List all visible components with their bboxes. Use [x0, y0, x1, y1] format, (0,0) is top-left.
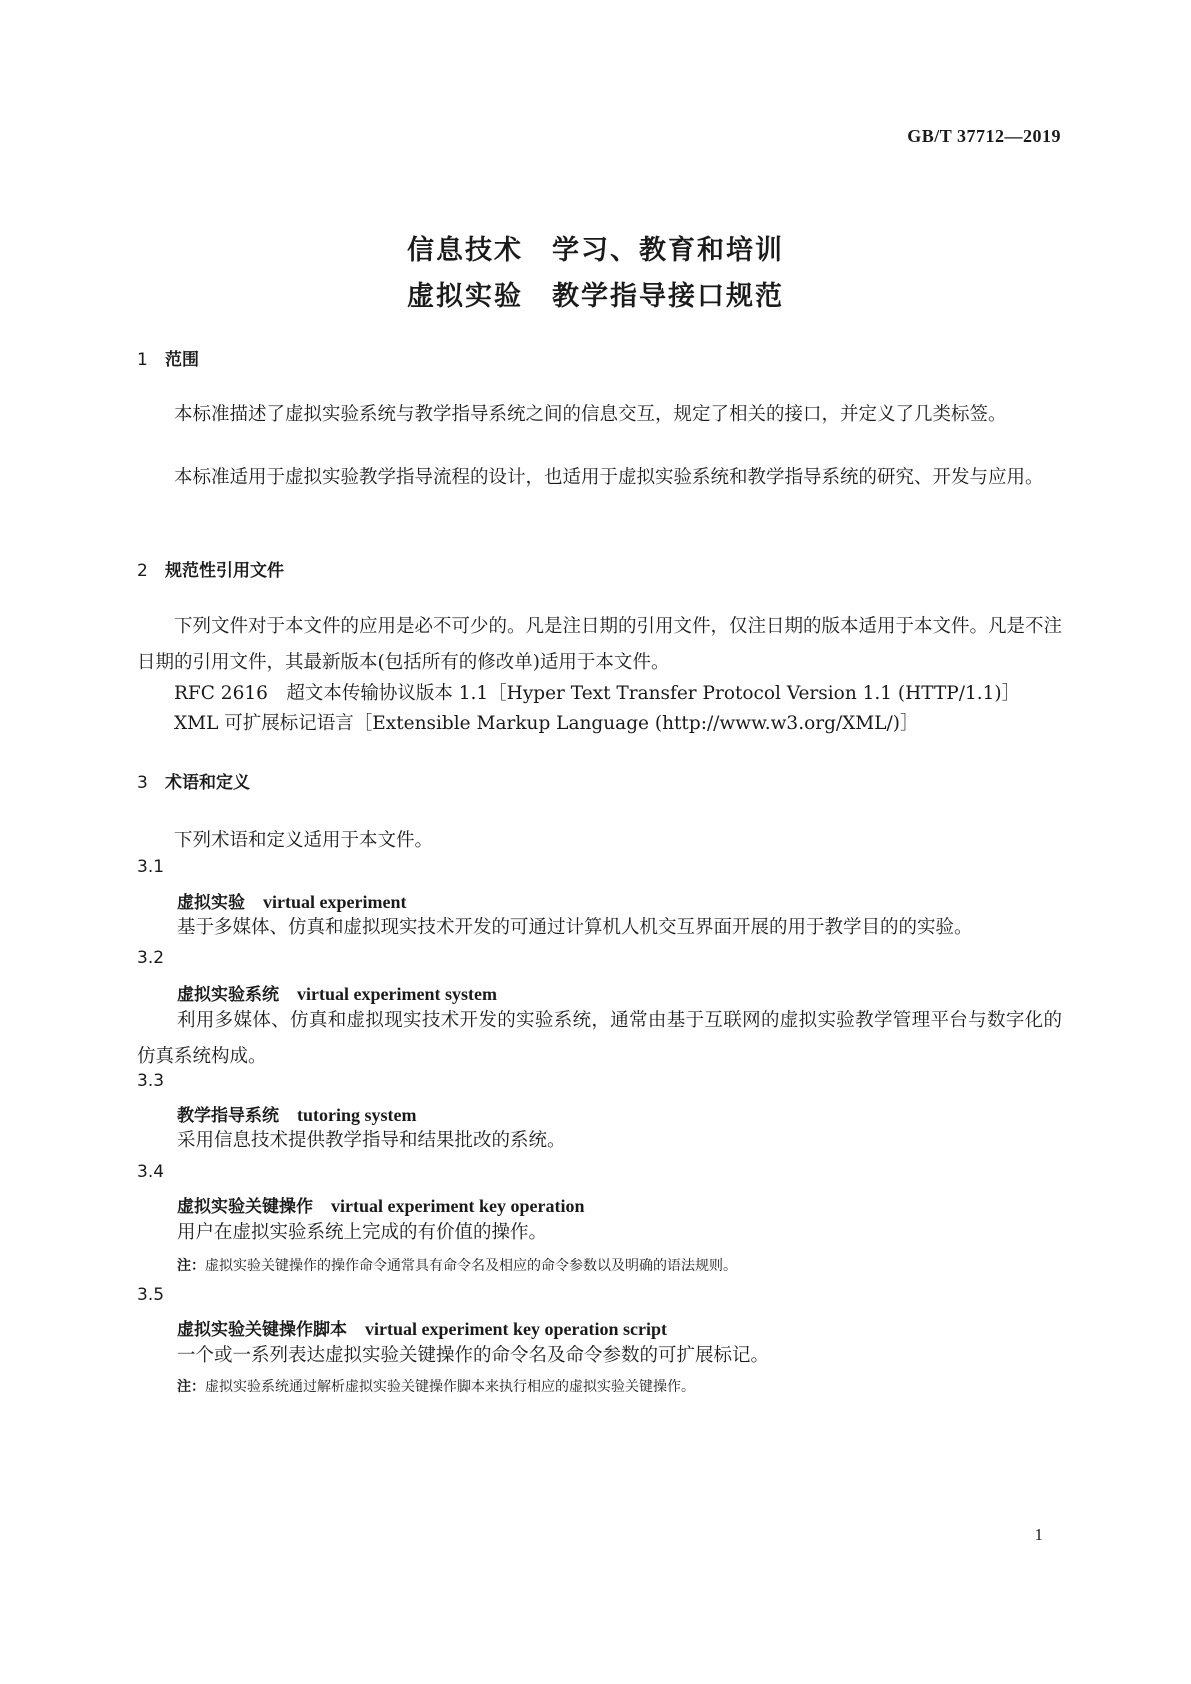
term-zh: 虚拟实验关键操作: [177, 1197, 313, 1217]
note-label: 注：: [177, 1258, 205, 1274]
section-number: 2: [137, 561, 148, 581]
term-note: [177, 1376, 695, 1396]
term-zh: 虚拟实验系统: [177, 985, 279, 1005]
title-line-2: 虚拟实验 教学指导接口规范: [407, 281, 784, 312]
term-number: 3.4: [137, 1162, 165, 1182]
term-en: virtual experiment key operation script: [365, 1319, 667, 1339]
term-heading: [177, 980, 497, 1005]
term-number: 3.3: [137, 1071, 165, 1091]
term-note: [177, 1255, 737, 1275]
terms-intro: 下列术语和定义适用于本文件。: [174, 830, 434, 851]
term-number: 3.1: [137, 857, 165, 877]
term-number: 3.2: [137, 948, 165, 968]
standard-number: GB/T 37712—2019: [907, 126, 1061, 146]
note-label: 注：: [177, 1379, 205, 1395]
section-title: 规范性引用文件: [165, 561, 284, 581]
term-definition: 一个或一系列表达虚拟实验关键操作的命令名及命令参数的可扩展标记。: [177, 1345, 770, 1366]
term-zh: 虚拟实验: [177, 893, 245, 913]
term-zh: 虚拟实验关键操作脚本: [177, 1320, 347, 1340]
section-number: 3: [137, 773, 148, 793]
section-1-heading: [137, 345, 199, 370]
section-title: 范围: [165, 350, 199, 370]
note-text: 虚拟实验关键操作的操作命令通常具有命令名及相应的命令参数以及明确的语法规则。: [205, 1258, 737, 1274]
term-number: 3.5: [137, 1285, 165, 1305]
term-definition: 用户在虚拟实验系统上完成的有价值的操作。: [177, 1222, 548, 1243]
reference-xml: XML 可扩展标记语言［Extensible Markup Language (http://www.w3.org/XML/)］: [174, 713, 919, 734]
section-number: 1: [137, 350, 148, 370]
reference-rfc2616: RFC 2616 超文本传输协议版本 1.1［Hyper Text Transfer Protocol Version 1.1 (HTTP/1.1)］: [174, 683, 1021, 704]
term-definition: 基于多媒体、仿真和虚拟现实技术开发的可通过计算机人机交互界面开展的用于教学目的的实验。: [177, 917, 973, 938]
term-en: virtual experiment key operation: [331, 1196, 585, 1216]
paragraph: 本标准适用于虚拟实验教学指导流程的设计，也适用于虚拟实验系统和教学指导系统的研究、开发与应用。: [174, 467, 1044, 488]
page-number: 1: [1034, 1525, 1043, 1544]
term-en: virtual experiment: [263, 892, 407, 912]
term-en: virtual experiment system: [297, 984, 497, 1004]
term-zh: 教学指导系统: [177, 1106, 279, 1126]
title-line-1: 信息技术 学习、教育和培训: [407, 235, 784, 266]
section-3-heading: [137, 768, 250, 793]
term-definition: 采用信息技术提供教学指导和结果批改的系统。: [177, 1130, 566, 1151]
section-title: 术语和定义: [165, 773, 250, 793]
term-en: tutoring system: [297, 1105, 417, 1125]
paragraph: 本标准描述了虚拟实验系统与教学指导系统之间的信息交互，规定了相关的接口，并定义了几类标签。: [174, 404, 1007, 425]
term-heading: [177, 1192, 584, 1217]
note-text: 虚拟实验系统通过解析虚拟实验关键操作脚本来执行相应的虚拟实验关键操作。: [205, 1379, 695, 1395]
section-2-heading: [137, 556, 284, 581]
term-definition: 利用多媒体、仿真和虚拟现实技术开发的实验系统，通常由基于互联网的虚拟实验教学管理平台与数字化的仿真系统构成。: [137, 1010, 1062, 1067]
term-heading: [177, 1315, 667, 1340]
paragraph: 下列文件对于本文件的应用是必不可少的。凡是注日期的引用文件，仅注日期的版本适用于本文件。凡是不注日期的引用文件，其最新版本(包括所有的修改单)适用于本文件。: [137, 616, 1063, 673]
